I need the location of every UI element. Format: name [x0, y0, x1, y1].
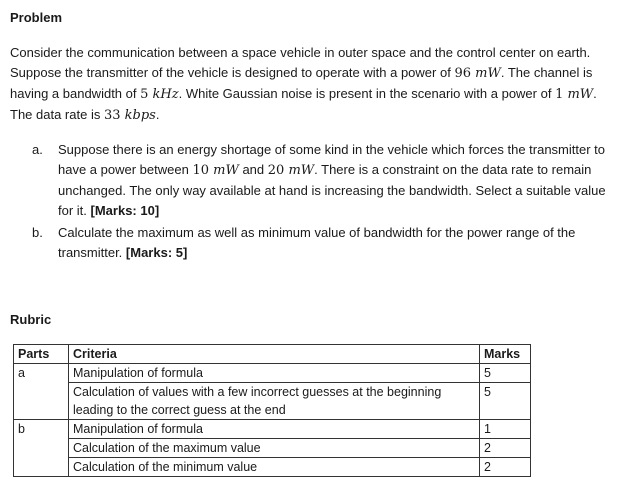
cell-criteria: Calculation of the maximum value [69, 439, 480, 458]
sub-question-b [32, 223, 622, 263]
cell-criteria: Manipulation of formula [69, 420, 480, 439]
table-row [14, 439, 531, 458]
power-max-value: 20 [267, 163, 289, 178]
table-row [14, 420, 531, 439]
marks-label: [Marks: 10] [90, 203, 160, 218]
text: . The data rate is [10, 86, 597, 122]
item-marker: b. [32, 225, 43, 240]
sub-question-a [32, 140, 622, 221]
cell-criteria: Calculation of the minimum value [69, 458, 480, 477]
problem-heading: Problem [10, 10, 63, 25]
rate-value: 33 [103, 108, 125, 123]
cell-part [14, 439, 69, 458]
cell-part [14, 383, 69, 420]
item-marker: a. [32, 142, 43, 157]
table-header-row [14, 345, 531, 364]
power-unit: mW [475, 66, 501, 81]
table-row [14, 383, 531, 420]
noise-value: 1 [555, 87, 568, 102]
cell-part: a [14, 364, 69, 383]
text: Suppose there is an energy shortage of some kind in the vehicle which forces the transmitter to have a power between [58, 142, 606, 177]
cell-part [14, 458, 69, 477]
cell-criteria: Calculation of values with a few incorrect guesses at the beginning leading to the correct guess at the end [69, 383, 480, 420]
text: . There is a constraint on the data rate to remain unchanged. The only way available at hand is increasing the bandwidth. Select a suitable value for it. [58, 162, 606, 218]
cell-marks: 2 [480, 458, 531, 477]
cell-marks: 2 [480, 439, 531, 458]
cell-marks: 1 [480, 420, 531, 439]
power-max-unit: mW [288, 163, 315, 178]
cell-criteria: Manipulation of formula [69, 364, 480, 383]
bandwidth-unit: kHz [152, 87, 179, 102]
cell-marks: 5 [480, 383, 531, 420]
sub-questions [32, 140, 622, 265]
header-marks: Marks [480, 345, 531, 364]
rubric-heading: Rubric [10, 312, 52, 327]
rubric-table [13, 344, 531, 477]
problem-statement [10, 43, 620, 126]
power-value: 96 [454, 66, 476, 81]
text: . [155, 107, 160, 122]
text: . White Gaussian noise is present in the scenario with a power of [178, 86, 556, 101]
table-row [14, 364, 531, 383]
text: . The channel is having a bandwidth of [10, 65, 593, 101]
cell-marks: 5 [480, 364, 531, 383]
power-min-unit: mW [213, 163, 239, 178]
table-row [14, 458, 531, 477]
cell-part: b [14, 420, 69, 439]
noise-unit: mW [567, 87, 594, 102]
rate-unit: kbps [124, 108, 156, 123]
text: Consider the communication between a space vehicle in outer space and the control center on earth. Suppose the transmitter of the vehicle is designed to operate with a power of [10, 45, 591, 80]
header-criteria: Criteria [69, 345, 480, 364]
power-min-value: 10 [192, 163, 214, 178]
text: Calculate the maximum as well as minimum value of bandwidth for the power range of the transmitter. [58, 225, 576, 260]
bandwidth-value: 5 [140, 87, 153, 102]
marks-label: [Marks: 5] [125, 245, 188, 260]
text: and [238, 162, 268, 177]
header-parts: Parts [14, 345, 69, 364]
